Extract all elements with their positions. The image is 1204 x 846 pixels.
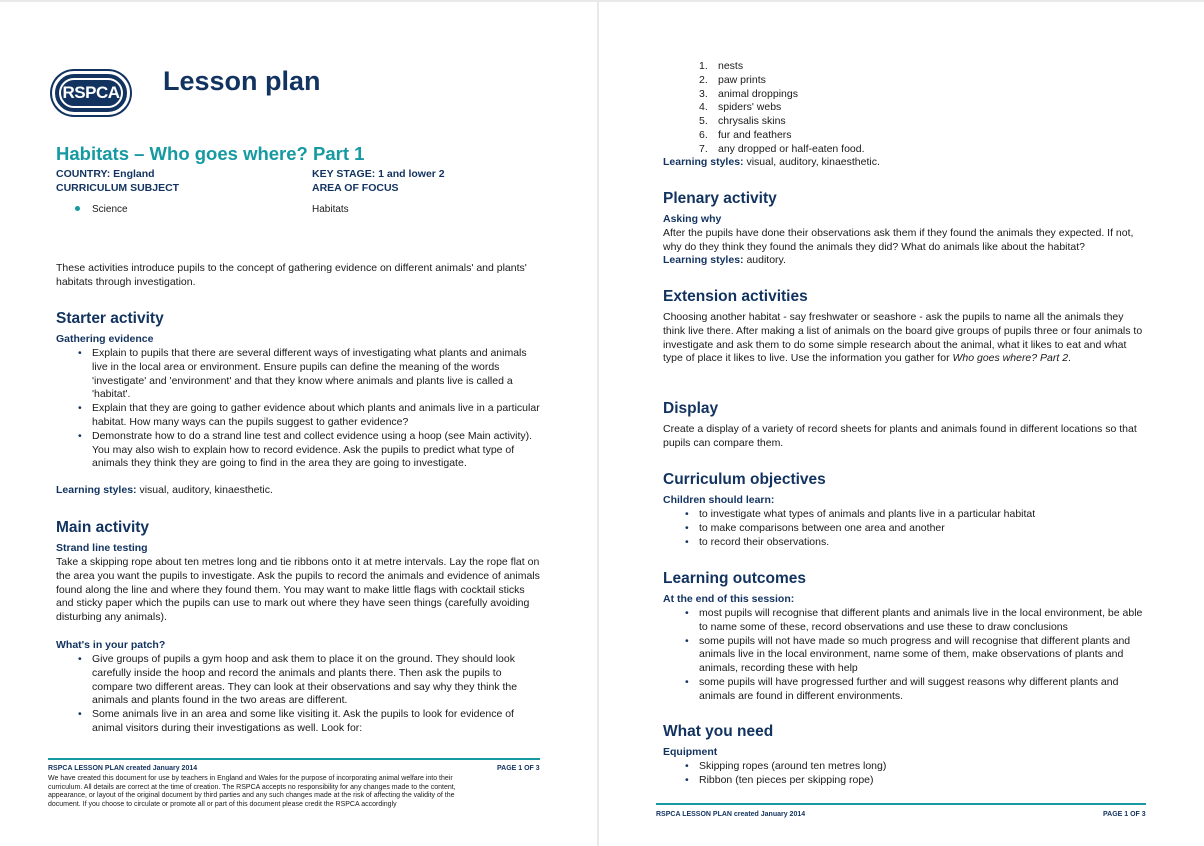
plenary-heading: Plenary activity bbox=[663, 190, 777, 207]
focus-value: Habitats bbox=[312, 204, 349, 215]
plenary-subheading: Asking why bbox=[663, 213, 722, 225]
learning-styles-value: visual, auditory, kinaesthetic. bbox=[743, 156, 880, 168]
list-item: • to investigate what types of animals and plants live in a particular habitat bbox=[663, 508, 1147, 522]
learning-styles-value: visual, auditory, kinaesthetic. bbox=[136, 484, 273, 496]
list-item: • most pupils will recognise that different plants and animals live in the local environment, be able to name some of these, record observations and use these to draw conclusions bbox=[663, 607, 1147, 635]
learning-styles-label: Learning styles: bbox=[56, 484, 137, 496]
list-item: • Give groups of pupils a gym hoop and ask them to place it on the ground. They should look carefully inside the hoop and record the animals and plants there. Then ask the pupils to compare two different areas. They can look at their observations and say why they think the animals and plants found in the two areas are different. bbox=[56, 653, 540, 708]
footer-page-number: PAGE 1 OF 3 bbox=[1103, 811, 1146, 818]
equipment-list bbox=[663, 760, 1147, 788]
list-item: • some pupils will have progressed further and will suggest reasons why different plants and animals are found in different environments. bbox=[663, 676, 1147, 704]
starter-list bbox=[56, 347, 540, 471]
list-item: 2. paw prints bbox=[699, 73, 766, 86]
main-heading: Main activity bbox=[56, 519, 150, 536]
learning-styles-label: Learning styles: bbox=[663, 156, 744, 168]
plenary-text: After the pupils have done their observations ask them if they found the animals they expected. If not, why do they think they found the animals they did? What do animals like about the habitat? bbox=[663, 227, 1134, 253]
footer-disclaimer: We have created this document for use by teachers in England and Wales for the purpose of incorporating animal welfare into their curriculum. All details are correct at the time of creation. The RSPCA accepts no responsibility for any changes made to the content, appearance, or layout of the original document by third parties and any such changes made at the risk of affecting the validity of the document. If you choose to circulate or promote all or part of this document please credit the RSPCA accordingly bbox=[48, 775, 456, 808]
list-learning-styles bbox=[663, 156, 880, 170]
extension-heading: Extension activities bbox=[663, 288, 808, 305]
starter-heading: Starter activity bbox=[56, 310, 164, 327]
outcomes-list bbox=[663, 607, 1147, 704]
learning-styles-label: Learning styles: bbox=[663, 254, 744, 266]
extension-text: Choosing another habitat - say freshwater or seashore - ask the pupils to name all the animals they think live there. After making a list of animals on the board give groups of pupils three or four animals to investigate and ask them to do some simple research about the animal, what it likes to eat and what type of place it likes to live. Use the information you gather for Who goes where? Part 2. bbox=[663, 311, 1143, 365]
list-item: • Skipping ropes (around ten metres long) bbox=[663, 760, 1147, 774]
curriculum-subject-label: CURRICULUM SUBJECT bbox=[56, 182, 180, 194]
list-item: • Explain that they are going to gather evidence about which plants and animals live in a particular habitat. How many ways can the pupils suggest to gather evidence? bbox=[56, 402, 540, 430]
list-item: 5. chrysalis skins bbox=[699, 115, 786, 128]
intro-text: These activities introduce pupils to the concept of gathering evidence on different animals' and plants' habitats through investigation. bbox=[56, 262, 527, 288]
objectives-heading: Curriculum objectives bbox=[663, 471, 826, 488]
rspca-logo bbox=[52, 71, 130, 115]
area-of-focus-label: AREA OF FOCUS bbox=[312, 182, 399, 194]
patch-heading: What's in your patch? bbox=[56, 639, 166, 651]
outcomes-subheading: At the end of this session: bbox=[663, 593, 795, 605]
outcomes-heading: Learning outcomes bbox=[663, 570, 806, 587]
main-text: Take a skipping rope about ten metres long and tie ribbons onto it at metre intervals. Lay the rope flat on the area you want the pupils to investigate. Ask the pupils to record the animals and evidence of animals found along the line and where they found them. You may want to make little flags with cocktail sticks and sticky paper which the pupils can use to mark out where they have seen things (carefully avoiding disturbing any animals). bbox=[56, 556, 540, 624]
country-label: COUNTRY: England bbox=[56, 168, 155, 180]
key-stage-label: KEY STAGE: 1 and lower 2 bbox=[312, 168, 445, 180]
list-item: • some pupils will not have made so much progress and will recognise that different plants and animals live in the local environment, name some of them, make observations of plants and animals, recording these with help bbox=[663, 635, 1147, 676]
objectives-list bbox=[663, 508, 1147, 549]
list-item: • to record their observations. bbox=[663, 536, 1147, 550]
starter-subheading: Gathering evidence bbox=[56, 333, 154, 345]
list-item: • to make comparisons between one area and another bbox=[663, 522, 1147, 536]
list-item: 4. spiders' webs bbox=[699, 101, 782, 114]
doc-title: Lesson plan bbox=[163, 66, 321, 96]
rspca-logo-text: RSPCA bbox=[59, 78, 123, 108]
need-heading: What you need bbox=[663, 723, 774, 740]
plenary-learning-styles bbox=[663, 254, 786, 268]
list-item: 1. nests bbox=[699, 60, 744, 72]
need-subheading: Equipment bbox=[663, 746, 718, 758]
objectives-subheading: Children should learn: bbox=[663, 494, 775, 506]
footer-rule bbox=[656, 803, 1146, 805]
display-text: Create a display of a variety of record sheets for plants and animals found in different locations so that pupils can compare them. bbox=[663, 423, 1137, 449]
bullet-dot bbox=[75, 206, 80, 211]
list-item: • Demonstrate how to do a strand line test and collect evidence using a hoop (see Main activity). You may also wish to explain how to record evidence. Ask the pupils to predict what type of animals they think they are going to find in the area they are going to investigate. bbox=[56, 430, 540, 471]
learning-styles-value: auditory. bbox=[743, 254, 786, 266]
main-subheading: Strand line testing bbox=[56, 542, 148, 554]
list-item: 7. any dropped or half-eaten food. bbox=[699, 142, 865, 155]
list-item: • Explain to pupils that there are several different ways of investigating what plants and animals live in the local area or environment. Ensure pupils can define the meaning of the words 'investigate' and 'environment' and that they know where animals and plants live is called a 'habitat'. bbox=[56, 347, 540, 402]
footer-rule bbox=[48, 758, 540, 760]
footer-left: RSPCA LESSON PLAN created January 2014 bbox=[48, 765, 198, 772]
patch-list bbox=[56, 653, 540, 736]
evidence-list bbox=[663, 60, 865, 157]
list-item: 6. fur and feathers bbox=[699, 128, 792, 141]
document-page-2 bbox=[599, 2, 1204, 846]
starter-learning-styles bbox=[56, 484, 273, 498]
list-item: • Some animals live in an area and some like visiting it. Ask the pupils to look for evidence of animal visitors during their investigations as well. Look for: bbox=[56, 708, 540, 736]
footer-page-number: PAGE 1 OF 3 bbox=[497, 765, 540, 772]
display-heading: Display bbox=[663, 400, 719, 417]
list-item: • Ribbon (ten pieces per skipping rope) bbox=[663, 774, 1147, 788]
subject-value: Science bbox=[92, 204, 128, 215]
lesson-title: Habitats – Who goes where? Part 1 bbox=[56, 143, 365, 164]
document-page-1 bbox=[0, 2, 597, 846]
list-item: 3. animal droppings bbox=[699, 87, 798, 100]
footer-left: RSPCA LESSON PLAN created January 2014 bbox=[656, 811, 806, 818]
